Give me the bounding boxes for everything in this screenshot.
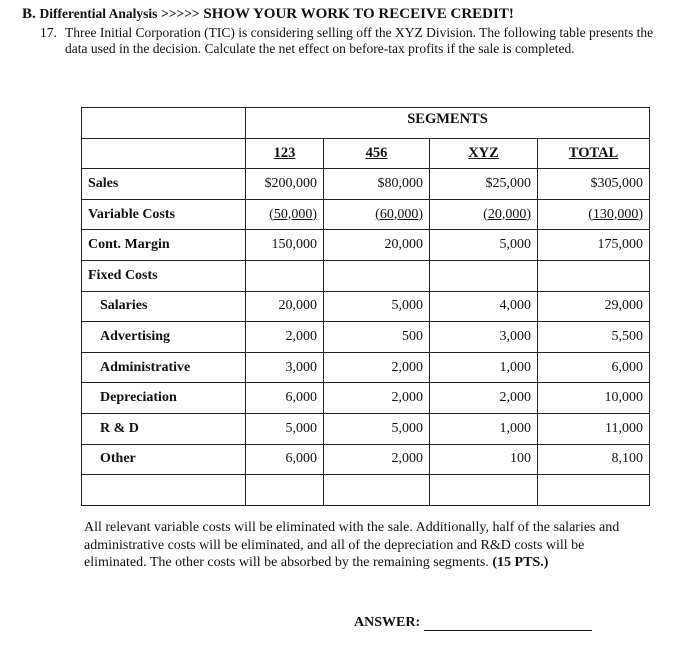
cell-value: 5,000 xyxy=(324,413,430,444)
table-row-fixed-costs xyxy=(82,260,650,291)
table-row-depreciation xyxy=(82,383,650,414)
cell-value: (130,000) xyxy=(588,206,644,222)
row-label: Administrative xyxy=(82,352,246,383)
row-label: Depreciation xyxy=(82,383,246,414)
segments-table xyxy=(81,107,650,506)
row-label: Sales xyxy=(82,169,246,200)
problem-number: 17. xyxy=(40,25,57,40)
row-label: Fixed Costs xyxy=(82,260,246,291)
row-label: Salaries xyxy=(82,291,246,322)
column-header-row xyxy=(82,138,650,169)
cell-value: $25,000 xyxy=(430,169,538,200)
section-label: B. xyxy=(22,6,36,22)
segments-title: SEGMENTS xyxy=(246,108,650,139)
section-arrows: >>>>> xyxy=(161,6,200,21)
cell-value xyxy=(538,260,650,291)
cell-value xyxy=(430,260,538,291)
answer-label: ANSWER: xyxy=(354,615,421,630)
cell-value xyxy=(246,260,324,291)
cell-wrap xyxy=(430,199,538,230)
cell-value: 2,000 xyxy=(246,322,324,353)
cell-value: (20,000) xyxy=(483,206,531,222)
cell-value: 150,000 xyxy=(246,230,324,261)
segments-title-row xyxy=(82,108,650,139)
cell-value: 11,000 xyxy=(538,413,650,444)
column-header-total: TOTAL xyxy=(538,138,650,169)
table-row-r-and-d xyxy=(82,413,650,444)
cell-value: 8,100 xyxy=(538,444,650,475)
cell-value: $80,000 xyxy=(324,169,430,200)
cell-wrap xyxy=(246,199,324,230)
cell-value: 175,000 xyxy=(538,230,650,261)
empty-cell xyxy=(82,475,246,506)
cell-value: (60,000) xyxy=(375,206,423,222)
empty-cell xyxy=(538,475,650,506)
row-label: R & D xyxy=(82,413,246,444)
cell-value: 5,000 xyxy=(246,413,324,444)
table-row-salaries xyxy=(82,291,650,322)
section-title: Differential Analysis xyxy=(39,6,158,21)
note-text: All relevant variable costs will be eliminated with the sale. Additionally, half of the salaries and administrative costs will be eliminated, and all of the depreciation and R&D costs will be eliminated. The other costs will be absorbed by the remaining segments. xyxy=(84,520,620,570)
cell-value: 1,000 xyxy=(430,413,538,444)
cell-value: 2,000 xyxy=(430,383,538,414)
table-row-advertising xyxy=(82,322,650,353)
cell-value: 3,000 xyxy=(246,352,324,383)
column-header-456: 456 xyxy=(324,138,430,169)
cell-value: 29,000 xyxy=(538,291,650,322)
assumptions-note xyxy=(84,519,650,572)
problem-text: Three Initial Corporation (TIC) is considering selling off the XYZ Division. The following table presents the data used in the decision. Calculate the net effect on before-tax profits if the sale is completed. xyxy=(65,25,654,56)
points-label: (15 PTS.) xyxy=(492,555,549,570)
cell-value: 10,000 xyxy=(538,383,650,414)
row-label: Cont. Margin xyxy=(82,230,246,261)
column-header-xyz: XYZ xyxy=(430,138,538,169)
table-row-empty xyxy=(82,475,650,506)
empty-cell xyxy=(246,475,324,506)
cell-value: 100 xyxy=(430,444,538,475)
cell-wrap xyxy=(324,199,430,230)
answer-area xyxy=(354,615,592,631)
cell-value: $200,000 xyxy=(246,169,324,200)
cell-value: 1,000 xyxy=(430,352,538,383)
cell-value: (50,000) xyxy=(269,206,317,222)
section-instruction: SHOW YOUR WORK TO RECEIVE CREDIT! xyxy=(203,6,514,22)
cell-value: 3,000 xyxy=(430,322,538,353)
row-label: Variable Costs xyxy=(82,199,246,230)
cell-wrap xyxy=(538,199,650,230)
cell-value: 20,000 xyxy=(246,291,324,322)
table-row-administrative xyxy=(82,352,650,383)
section-header xyxy=(22,6,514,23)
cell-value: 5,000 xyxy=(430,230,538,261)
empty-cell xyxy=(82,138,246,169)
cell-value: 5,000 xyxy=(324,291,430,322)
cell-value: 6,000 xyxy=(538,352,650,383)
column-header-123: 123 xyxy=(246,138,324,169)
cell-value: 500 xyxy=(324,322,430,353)
cell-value: 2,000 xyxy=(324,352,430,383)
cell-value: 2,000 xyxy=(324,444,430,475)
answer-blank[interactable] xyxy=(424,616,592,631)
empty-cell xyxy=(324,475,430,506)
cell-value: 2,000 xyxy=(324,383,430,414)
cell-value: $305,000 xyxy=(538,169,650,200)
table-row-variable-costs xyxy=(82,199,650,230)
cell-value: 20,000 xyxy=(324,230,430,261)
cell-value: 6,000 xyxy=(246,383,324,414)
problem-statement xyxy=(40,25,660,57)
empty-cell xyxy=(82,108,246,139)
table-row-cont-margin xyxy=(82,230,650,261)
empty-cell xyxy=(430,475,538,506)
cell-value: 5,500 xyxy=(538,322,650,353)
row-label: Advertising xyxy=(82,322,246,353)
cell-value xyxy=(324,260,430,291)
cell-value: 4,000 xyxy=(430,291,538,322)
table-row-sales xyxy=(82,169,650,200)
cell-value: 6,000 xyxy=(246,444,324,475)
table-row-other xyxy=(82,444,650,475)
row-label: Other xyxy=(82,444,246,475)
